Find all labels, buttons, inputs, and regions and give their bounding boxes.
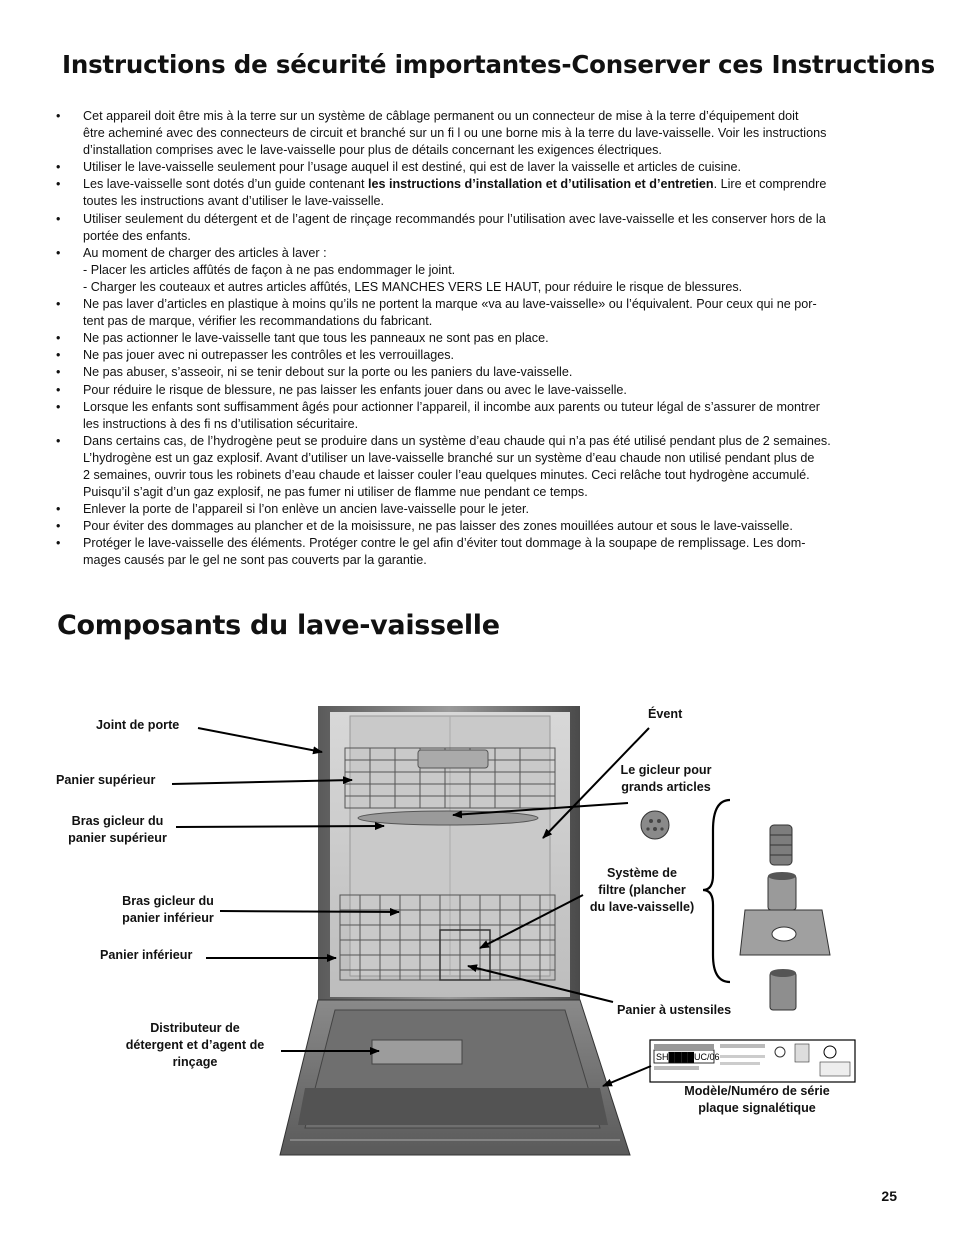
- list-item: • Ne pas jouer avec ni outrepasser les contrôles et les verrouillages.: [56, 347, 898, 364]
- list-item: • Dans certains cas, de l’hydrogène peut se produire dans un système d’eau chaude qui n’a pas été utilisé pendant plus de 2 semaines. L’hydrogène est un gaz explosif. Avant d’utiliser un lave-vaisselle branché sur un système d’eau chaude non utilisé pendant plus de 2 semaines, ouvrir tous les robinets d’eau chaude et laisser couler l’eau quelques minutes. Ceci relâche tout hydrogène accumulé. Puisqu’il s’agit d’un gaz explosif, ne pas fumer ni utiliser de flamme nue pendant ce temps.: [56, 433, 898, 501]
- list-item: • Enlever la porte de l’appareil si l’on enlève un ancien lave-vaisselle pour le jeter.: [56, 501, 898, 518]
- large-items-sprayer: [641, 811, 669, 839]
- label-bras-superieur: Bras gicleur du panier supérieur: [68, 814, 167, 845]
- filter-parts: [740, 825, 830, 1010]
- label-plaque-signaletique: Modèle/Numéro de série plaque signalétique: [684, 1084, 830, 1115]
- list-item: • Ne pas laver d’articles en plastique à moins qu’ils ne portent la marque «va au lave-vaisselle» ou l’équivalent. Pour ceux qui ne por- tent pas de marque, vérifier les recommandations du fabricant.: [56, 296, 898, 330]
- list-item: • Ne pas actionner le lave-vaisselle tant que tous les panneaux ne sont pas en place.: [56, 330, 898, 347]
- list-item: • Au moment de charger des articles à laver : - Placer les articles affûtés de façon à ne pas endommager le joint. - Charger les couteaux et autres articles affûtés, LES MANCHES VERS LE HAUT, pour réduire le risque de blessures.: [56, 245, 898, 296]
- list-item: • Les lave-vaisselle sont dotés d’un guide contenant les instructions d’installation et d’utilisation et d’entretien. Lire et comprendre toutes les instructions avant d’utiliser le lave-vaisselle.: [56, 176, 898, 210]
- label-panier-ustensiles: Panier à ustensiles: [617, 1003, 732, 1017]
- label-panier-inferieur: Panier inférieur: [100, 948, 193, 962]
- arrow-modele: [603, 1066, 651, 1086]
- list-item: • Protéger le lave-vaisselle des éléments. Protéger contre le gel afin d’éviter tout dommage à la soupape de remplissage. Les dom- mages causés par le gel ne sont pas couverts par la garantie.: [56, 535, 898, 569]
- arrow-joint: [198, 728, 322, 752]
- list-item: • Lorsque les enfants sont suffisamment âgés pour actionner l’appareil, il incombe aux parents ou tuteur légal de s’assurer de montrer les instructions à des fi ns d’utilisation sécuritaire.: [56, 399, 898, 433]
- label-gicleur-grands-articles: Le gicleur pour grands articles: [620, 763, 712, 794]
- dishwasher-photo: [280, 706, 630, 1155]
- safety-heading-text: Instructions de sécurité importantes-Conserver ces Instructions: [62, 50, 935, 79]
- arrow-bras-sup: [176, 826, 384, 827]
- label-panier-superieur: Panier supérieur: [56, 773, 156, 787]
- list-item: • Pour éviter des dommages au plancher et de la moisissure, ne pas laisser des zones mouillées autour et sous le lave-vaisselle.: [56, 518, 898, 535]
- rating-plate-serial: SH████UC/06: [656, 1052, 720, 1062]
- arrow-bras-inf: [220, 911, 399, 912]
- list-item: • Utiliser seulement du détergent et de l’agent de rinçage recommandés pour l’utilisation avec lave-vaisselle et les conserver hors de la portée des enfants.: [56, 211, 898, 245]
- brace: [703, 800, 730, 982]
- list-item: • Pour réduire le risque de blessure, ne pas laisser les enfants jouer dans ou avec le lave-vaisselle.: [56, 382, 898, 399]
- rating-plate: [650, 1040, 855, 1082]
- label-joint: Joint de porte: [96, 718, 180, 732]
- page-number: 25: [881, 1188, 897, 1204]
- label-bras-inferieur: Bras gicleur du panier inférieur: [122, 894, 214, 925]
- label-systeme-filtre: Système de filtre (plancher du lave-vaisselle): [589, 866, 695, 914]
- label-event: Évent: [648, 707, 683, 721]
- list-item: • Ne pas abuser, s’asseoir, ni se tenir debout sur la porte ou les paniers du lave-vaisselle.: [56, 364, 898, 381]
- label-distributeur: Distributeur de détergent et d’agent de rinçage: [125, 1021, 265, 1069]
- list-item: • Utiliser le lave-vaisselle seulement pour l’usage auquel il est destiné, qui est de laver la vaisselle et articles de cuisine.: [56, 159, 898, 176]
- list-item: • Cet appareil doit être mis à la terre sur un système de câblage permanent ou un connecteur de mise à la terre d’équipement doit être acheminé avec des connecteurs de circuit et branché sur un fi l ou une borne mis à la terre du lave-vaisselle. Voir les instructions d’installation comprises avec le lave-vaisselle pour plus de détails concernant les exigences électriques.: [56, 108, 898, 159]
- components-heading: Composants du lave-vaisselle: [57, 610, 500, 641]
